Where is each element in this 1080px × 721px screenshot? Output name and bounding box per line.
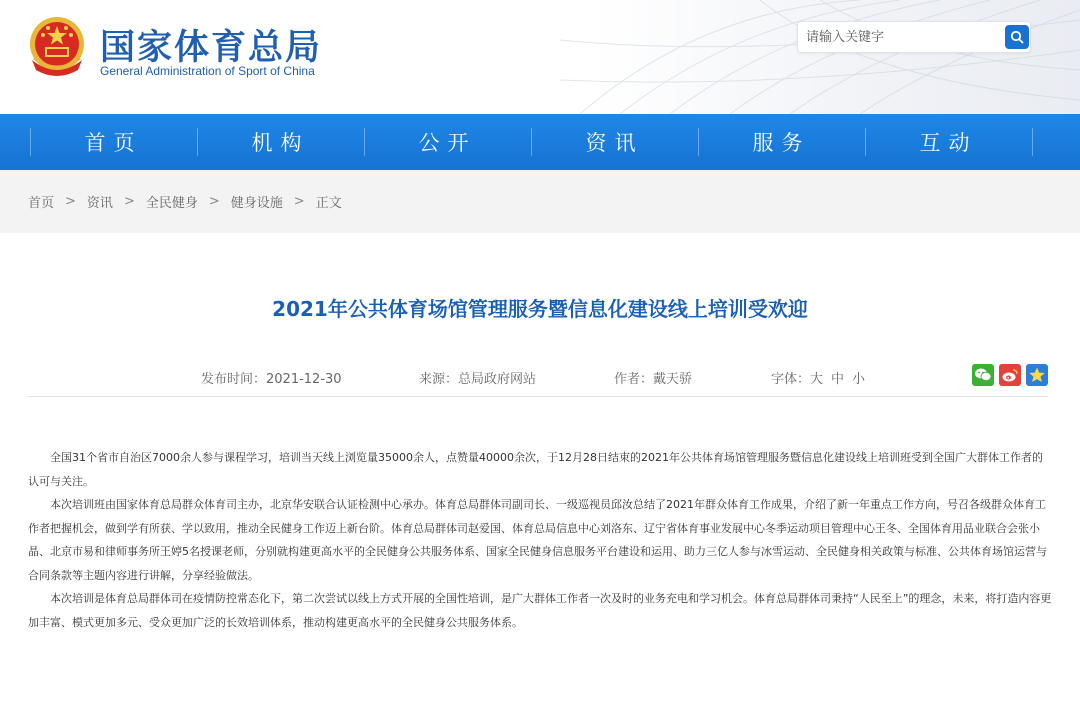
breadcrumb: [28, 192, 342, 211]
site-title: 国家体育总局: [100, 28, 323, 68]
breadcrumb-separator: >: [123, 194, 135, 209]
font-size-medium[interactable]: 中: [831, 372, 845, 387]
nav-item-news[interactable]: 资讯: [585, 131, 644, 155]
font-size-large[interactable]: 大: [810, 372, 824, 387]
nav-item-organization[interactable]: 机构: [251, 131, 310, 155]
breadcrumb-separator: >: [208, 194, 220, 209]
breadcrumb-separator: >: [293, 194, 305, 209]
article-paragraph: 全国31个省市自治区7000余人参与课程学习，培训当天线上浏览量35000余人，点赞量40000余次，于12月28日结束的2021年公共体育场馆管理服务暨信息化建设线上培训班受到全国广大群体工作者的认可与关注。: [28, 451, 1043, 488]
share-wechat-button[interactable]: [972, 364, 994, 386]
weibo-icon: [1001, 367, 1019, 383]
share-weibo-button[interactable]: [999, 364, 1021, 386]
font-size-small[interactable]: 小: [852, 372, 866, 387]
article-title: 2021年公共体育场馆管理服务暨信息化建设线上培训受欢迎: [272, 297, 808, 321]
site-header: [0, 0, 1080, 114]
breadcrumb-fitness-facilities[interactable]: 健身设施: [230, 196, 283, 211]
breadcrumb-bar: [0, 170, 1080, 233]
author-label: 作者：: [614, 372, 654, 387]
breadcrumb-national-fitness[interactable]: 全民健身: [145, 196, 198, 211]
source-value: 总局政府网站: [458, 372, 537, 387]
national-emblem-logo: [26, 14, 88, 78]
site-subtitle: General Administration of Sport of China: [100, 64, 315, 78]
font-size-switcher: [771, 368, 873, 387]
search-input[interactable]: [806, 22, 996, 52]
favorite-icon: [1028, 366, 1046, 384]
breadcrumb-separator: >: [65, 194, 76, 209]
nav-item-disclosure[interactable]: 公开: [418, 131, 477, 155]
search-box: [797, 21, 1031, 53]
article-body: [28, 446, 1052, 634]
author-value: 戴天骄: [653, 372, 693, 387]
article-paragraph: 本次培训是体育总局群体司在疫情防控常态化下，第二次尝试以线上方式开展的全国性培训，是广大群体工作者一次及时的业务充电和学习机会。体育总局群体司秉持“人民至上”的理念，未来，将打造内容更加丰富、模式更加多元、受众更加广泛的长效培训体系，推动构建更高水平的全民健身公共服务体系。: [28, 592, 1052, 629]
article-source: [419, 368, 536, 387]
font-size-label: 字体：: [771, 372, 811, 387]
search-icon: [1010, 30, 1024, 44]
search-button[interactable]: [1005, 25, 1029, 49]
meta-divider: [28, 396, 1048, 397]
publish-date: [201, 368, 342, 387]
article-paragraph: 本次培训班由国家体育总局群众体育司主办，北京华安联合认证检测中心承办。体育总局群体司副司长、一级巡视员邱汝总结了2021年群众体育工作成果，介绍了新一年重点工作方向，号召各级群众体育工作者把握机会，做到学有所获、学以致用，推动全民健身工作迈上新台阶。体育总局群体司赵爱国、体育总局信息中心刘洛东、辽宁省体育事业发展中心冬季运动项目管理中心王冬、全国体育用品业联合会张小晶、北京市易和律师事务所王婷5名授课老师，分别就构建更高水平的全民健身公共服务体系、国家全民健身信息服务平台建设和运用、助力三亿人参与冰雪运动、全民健身相关政策与标准、公共体育场馆运营与合同条款等主题内容进行讲解，分享经验做法。: [28, 498, 1047, 582]
breadcrumb-news[interactable]: 资讯: [86, 196, 113, 211]
breadcrumb-home[interactable]: 首页: [28, 196, 55, 211]
publish-date-value: 2021-12-30: [266, 372, 342, 387]
source-label: 来源：: [419, 372, 459, 387]
nav-item-interaction[interactable]: 互动: [919, 131, 978, 155]
breadcrumb-current: 正文: [315, 196, 342, 211]
wechat-icon: [974, 367, 992, 383]
publish-date-label: 发布时间：: [201, 372, 267, 387]
nav-item-services[interactable]: 服务: [752, 131, 811, 155]
nav-separator: [1032, 128, 1033, 156]
share-favorite-button[interactable]: [1026, 364, 1048, 386]
nav-item-home[interactable]: 首页: [84, 131, 143, 155]
main-nav: [0, 114, 1080, 170]
article-author: [614, 368, 692, 387]
header-background-pattern: [560, 0, 1080, 114]
